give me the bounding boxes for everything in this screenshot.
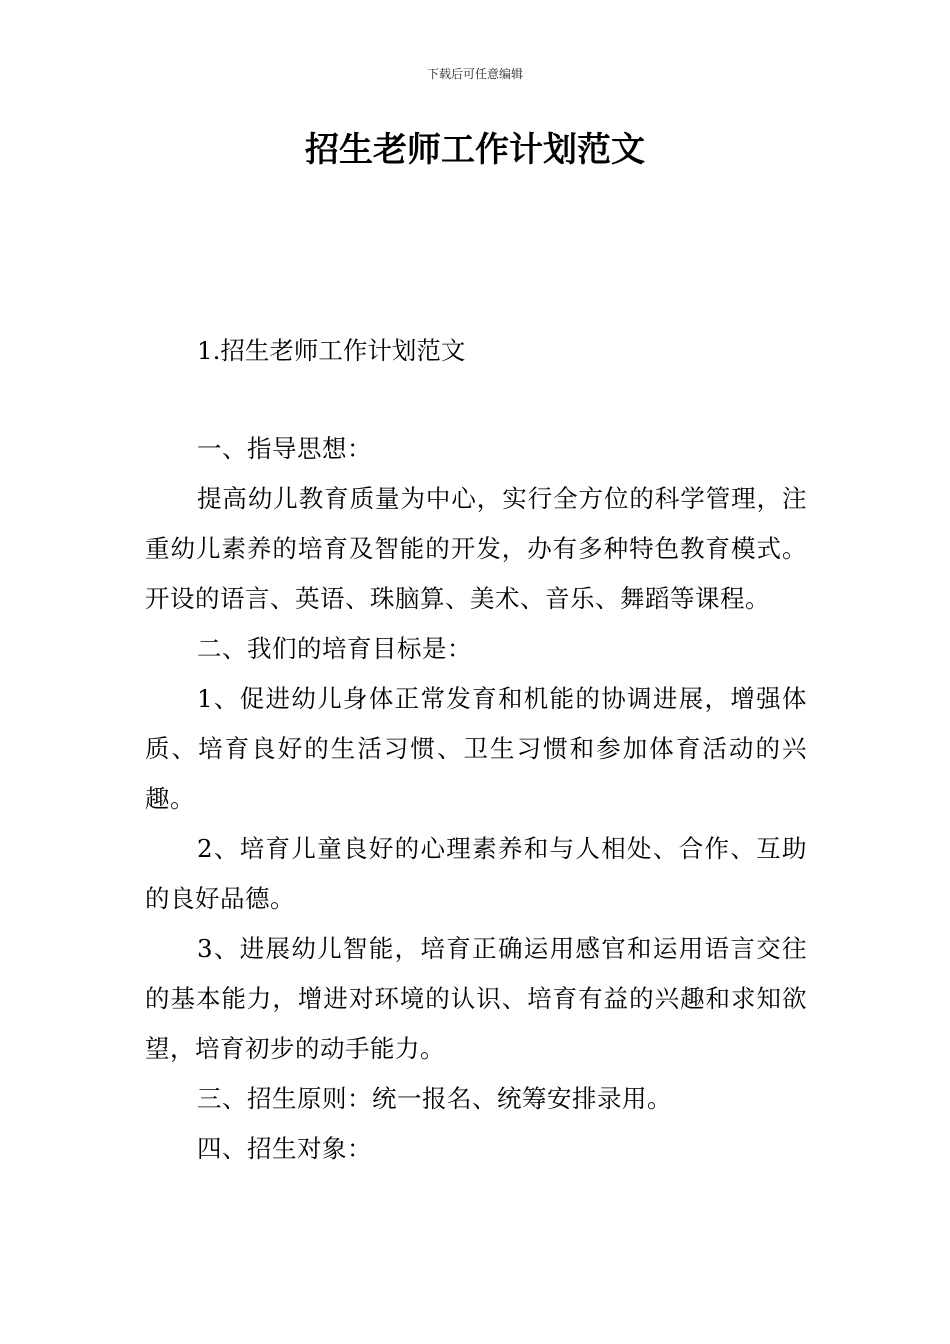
document-title: 招生老师工作计划范文 (305, 130, 645, 170)
heading-guiding-thought: 一、指导思想： (197, 434, 372, 463)
header-note: 下载后可任意编辑 (426, 67, 523, 81)
paragraph-goal-1: 1、促进幼儿身体正常发育和机能的协调进展，增强体质、培育良好的生活习惯、卫生习惯和参加体育活动的兴趣。 (145, 684, 807, 813)
section-heading: 1.招生老师工作计划范文 (197, 336, 466, 365)
paragraph-goal-2: 2、培育儿童良好的心理素养和与人相处、合作、互助的良好品德。 (145, 834, 807, 913)
paragraph-goal-3: 3、进展幼儿智能，培育正确运用感官和运用语言交往的基本能力，增进对环境的认识、培育有益的兴趣和求知欲 望，培育初步的动手能力。 (145, 934, 807, 1063)
paragraph-guiding-thought: 提高幼儿教育质量为中心，实行全方位的科学管理，注重幼儿素养的培育及智能的开发，办有多种特色教育模式。开设的语言、英语、珠脑算、美术、音乐、舞蹈等课程。 (145, 484, 807, 613)
heading-training-goals: 二、我们的培育目标是： (197, 634, 472, 663)
document-body (145, 424, 807, 1174)
paragraph-enrollment-principle: 三、招生原则：统一报名、统筹安排录用。 (197, 1084, 672, 1113)
heading-enrollment-target: 四、招生对象： (197, 1134, 372, 1163)
